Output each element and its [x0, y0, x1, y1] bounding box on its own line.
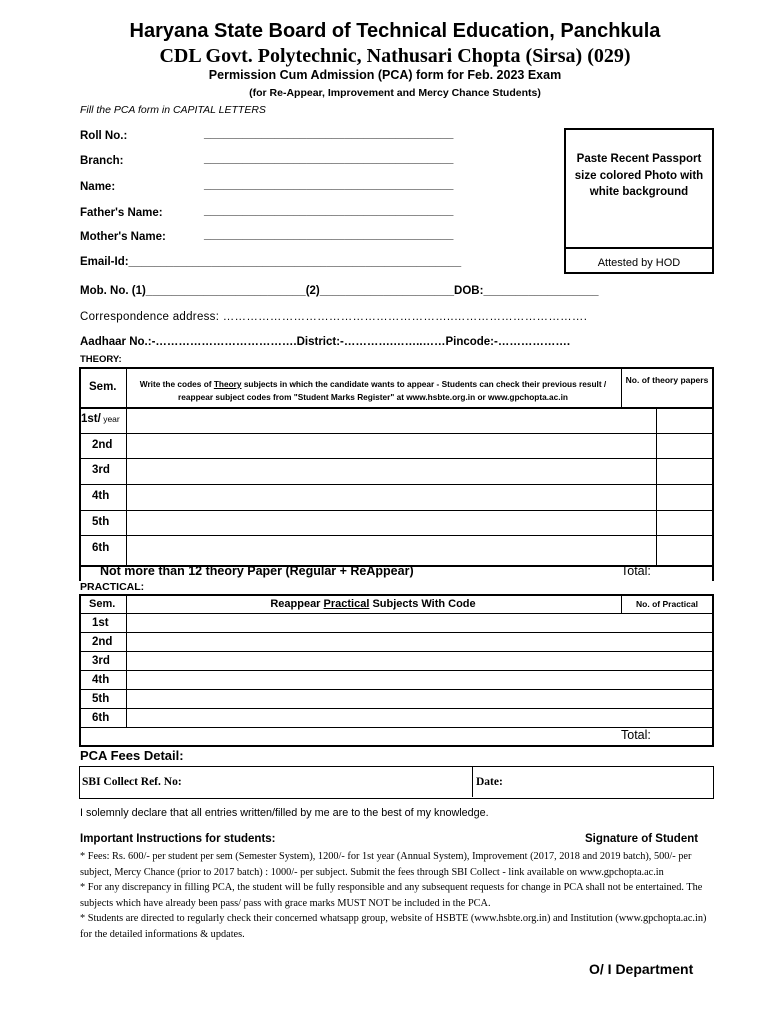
- mobile-dob-line[interactable]: Mob. No. (1)_________________________(2)_____________________DOB:__________________: [80, 285, 599, 297]
- practical-count-header: No. of Practical: [636, 599, 698, 609]
- mother-name-field[interactable]: _______________________________________: [204, 229, 454, 241]
- declaration: I solemnly declare that all entries written/filled by me are to the best of my knowledge.: [80, 807, 489, 819]
- practical-label: PRACTICAL:: [80, 581, 145, 593]
- theory-sem-5th: 5th: [92, 516, 110, 528]
- practical-sem-3rd: 3rd: [92, 655, 110, 667]
- oi-department: O/ I Department: [589, 961, 694, 977]
- theory-sem-6th: 6th: [92, 542, 110, 554]
- email-field[interactable]: Email-Id:____________________________________________________: [80, 256, 462, 268]
- attested-by-hod: Attested by HOD: [597, 257, 681, 269]
- form-title: Permission Cum Admission (PCA) form for Feb. 2023 Exam: [208, 68, 562, 82]
- name-label: Name:: [80, 181, 116, 193]
- instructions-body: [80, 849, 712, 942]
- signature-of-student: Signature of Student: [585, 833, 699, 845]
- instructions-title: Important Instructions for students:: [80, 833, 276, 845]
- mother-name-label: Mother's Name:: [80, 231, 166, 243]
- theory-instructions-header: Write the codes of Theory subjects in which the candidate wants to appear - Students can check their previous result / reappear subject codes from "Student Marks Register" at www.hsbte.org.in or www.gpchopta.ac.in: [139, 379, 607, 402]
- photo-box: [564, 128, 714, 274]
- practical-sem-4th: 4th: [92, 674, 110, 686]
- aadhaar-district-pincode-line[interactable]: Aadhaar No.:-……………………………….District:-………….……..……Pincode:-……………….: [80, 336, 571, 348]
- theory-label: THEORY:: [80, 354, 122, 365]
- practical-sem-2nd: 2nd: [92, 636, 113, 648]
- practical-subjects-header: Reappear Practical Subjects With Code: [270, 598, 476, 610]
- photo-instruction: Paste Recent Passport size colored Photo with white background: [574, 153, 704, 198]
- theory-total-label: Total:: [621, 564, 651, 578]
- instruction-discrepancy: * For any discrepancy in filling PCA, the student will be fully responsible and any subsequent requests for change in PCA shall not be entertained. The subjects which have already been pass/ pass with grace marks MUST NOT be included in the PCA.: [80, 882, 703, 909]
- institute-name: CDL Govt. Polytechnic, Nathusari Chopta (Sirsa) (029): [159, 45, 631, 67]
- correspondence-address[interactable]: Correspondence address: …………………………………………………..…………………………….: [80, 311, 588, 323]
- practical-total-label: Total:: [621, 728, 651, 742]
- name-field[interactable]: _______________________________________: [204, 179, 454, 191]
- roll-no-field[interactable]: _______________________________________: [204, 128, 454, 140]
- capital-letters-instruction: Fill the PCA form in CAPITAL LETTERS: [80, 104, 266, 116]
- fees-table: [79, 766, 714, 799]
- theory-sem-2nd: 2nd: [92, 439, 113, 451]
- branch-field[interactable]: _______________________________________: [204, 153, 454, 165]
- fees-title: PCA Fees Detail:: [80, 748, 184, 763]
- theory-limit-note: Not more than 12 theory Paper (Regular + ReAppear): [100, 564, 414, 578]
- board-title: Haryana State Board of Technical Education, Panchkula: [129, 20, 661, 42]
- father-name-label: Father's Name:: [80, 207, 163, 219]
- theory-table: [79, 367, 714, 581]
- theory-sem-4th: 4th: [92, 490, 110, 502]
- sbi-collect-ref-label: SBI Collect Ref. No:: [82, 776, 182, 788]
- theory-sem-1st: 1st/ year: [81, 413, 120, 425]
- instruction-fees: * Fees: Rs. 600/- per student per sem (Semester System), 1200/- for 1st year (Annual System), Improvement (2017, 2018 and 2019 batch), 500/- per subject, Mercy Chance (prior to 2017 batch) : 1000/- per subject. Submit the fees through SBI Collect - link available on www.gpchopta.ac.in: [80, 851, 692, 878]
- roll-no-label: Roll No.:: [80, 130, 128, 142]
- theory-sem-header: Sem.: [89, 381, 117, 393]
- fees-date-label: Date:: [476, 776, 503, 788]
- practical-sem-header: Sem.: [89, 598, 116, 610]
- form-subtitle: (for Re-Appear, Improvement and Mercy Chance Students): [249, 87, 541, 99]
- branch-label: Branch:: [80, 155, 124, 167]
- practical-sem-5th: 5th: [92, 693, 110, 705]
- instruction-updates: * Students are directed to regularly check their concerned whatsapp group, website of HSBTE (www.hsbte.org.in) and Institution (www.gpchopta.ac.in) for the detailed informations & updates.: [80, 913, 707, 940]
- practical-sem-1st: 1st: [92, 617, 109, 629]
- practical-sem-6th: 6th: [92, 712, 110, 724]
- practical-table: [79, 594, 714, 747]
- father-name-field[interactable]: _______________________________________: [204, 205, 454, 217]
- theory-count-header: No. of theory papers: [625, 375, 709, 385]
- theory-sem-3rd: 3rd: [92, 464, 110, 476]
